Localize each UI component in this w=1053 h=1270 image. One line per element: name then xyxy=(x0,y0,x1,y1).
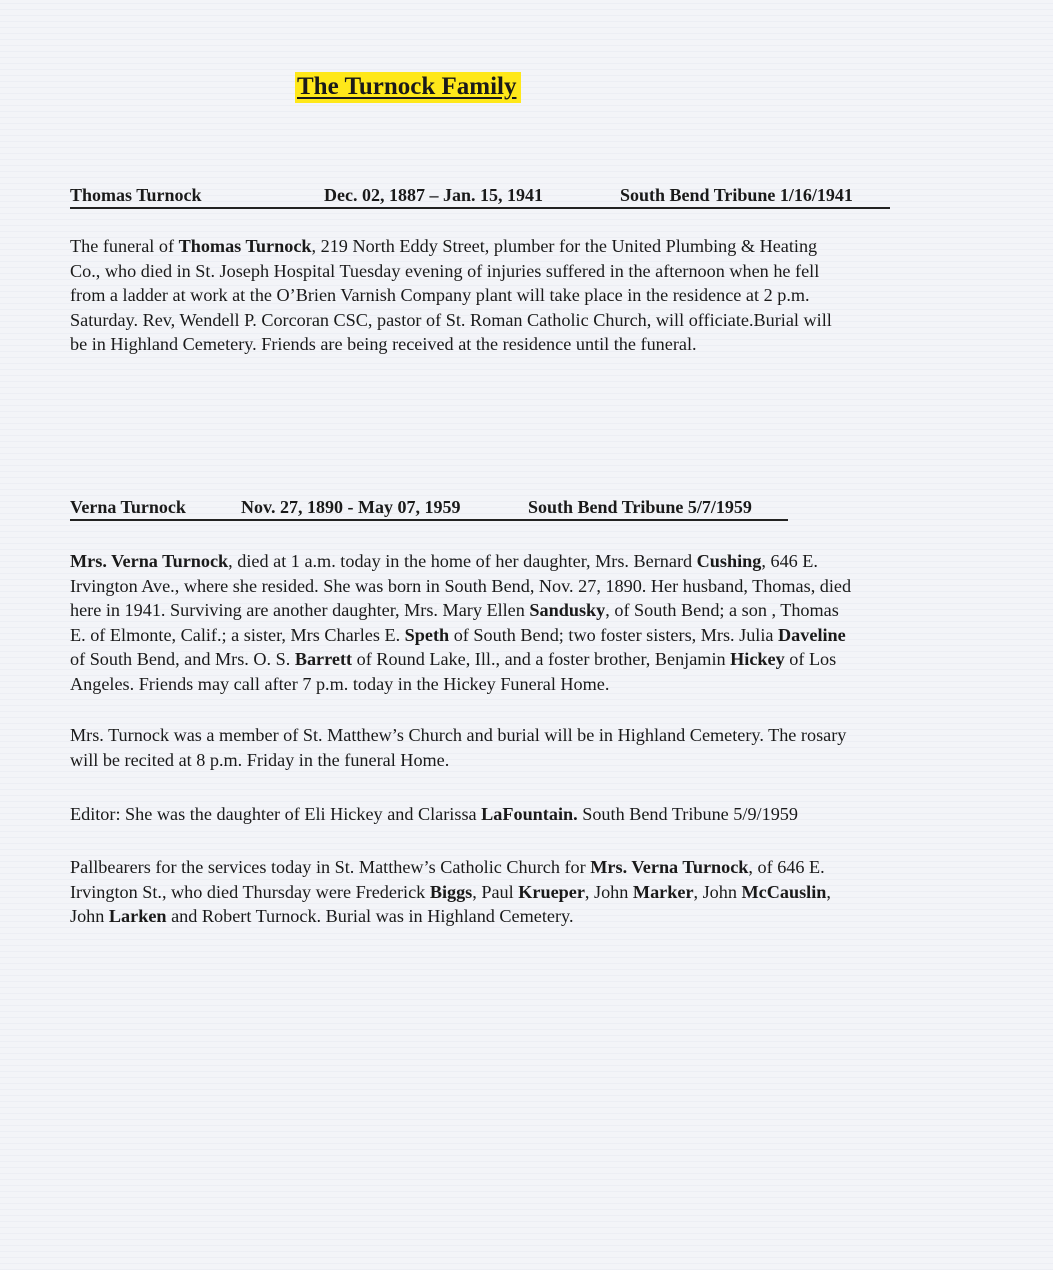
entry-header-verna xyxy=(70,496,788,521)
page-title: The Turnock Family xyxy=(295,72,521,103)
bold-name: Mrs. Verna Turnock xyxy=(70,551,229,571)
obituary-paragraph: The funeral of Thomas Turnock, 219 North Eddy Street, plumber for the United Plumbing & Heating Co., who died in St. Joseph Hospital Tuesday evening of injuries suffered in the afternoon when he fell from a ladder at work at the O’Brien Varnish Company plant will take place in the residence at 2 p.m. Saturday. Rev, Wendell P. Corcoran CSC, pastor of St. Roman Catholic Church, will officiate.Burial will be in Highland Cemetery. Friends are being received at the residence until the funeral. xyxy=(70,236,832,354)
bold-name: Mrs. Verna Turnock xyxy=(590,857,749,877)
bold-name: Cushing xyxy=(696,551,762,571)
bold-name: Daveline xyxy=(778,624,846,645)
entry-source: South Bend Tribune 1/16/1941 xyxy=(620,185,853,205)
bold-name: Sandusky xyxy=(529,600,606,620)
obituary-paragraph: Mrs. Verna Turnock, died at 1 a.m. today in the home of her daughter, Mrs. Bernard Cushing, 646 E. Irvington Ave., where she resided. She was born in South Bend, Nov. 27, 1890. Her husband, Thomas, died here in 1941. Surviving are another daughter, Mrs. Mary Ellen Sandusky, of South Bend; a son , Thomas E. of Elmonte, Calif.; a sister, Mrs Charles E. Speth of South Bend; two foster sisters, Mrs. Julia Daveline of South Bend, and Mrs. O. S. Barrett of Round Lake, Ill., and a foster brother, Benjamin Hickey of Los Angeles. Friends may call after 7 p.m. today in the Hickey Funeral Home. xyxy=(70,551,852,694)
entry-name: Thomas Turnock xyxy=(70,185,202,205)
bold-name: Barrett xyxy=(294,649,353,669)
entry-name: Verna Turnock xyxy=(70,497,186,517)
editor-note: Editor: She was the daughter of Eli Hickey and Clarissa LaFountain. South Bend Tribune 5/9/1959 xyxy=(70,804,798,824)
entry-header-thomas xyxy=(70,184,890,209)
entry-dates: Nov. 27, 1890 - May 07, 1959 xyxy=(241,497,461,517)
bold-name: McCauslin xyxy=(741,881,827,902)
bold-name: Hickey xyxy=(730,649,785,669)
entry-dates: Dec. 02, 1887 – Jan. 15, 1941 xyxy=(324,185,543,205)
bold-name: Biggs xyxy=(429,881,473,902)
bold-name: Thomas Turnock xyxy=(178,236,312,256)
pallbearers-paragraph: Pallbearers for the services today in St. Matthew’s Catholic Church for Mrs. Verna Turnock, of 646 E. Irvington St., who died Thursday were Frederick Biggs, Paul Krueper, John Marker, John McCauslin, John Larken and Robert Turnock. Burial was in Highland Cemetery. xyxy=(70,857,831,926)
bold-name: Speth xyxy=(404,624,450,645)
bold-name: LaFountain. xyxy=(481,804,578,824)
bold-name: Krueper xyxy=(518,881,585,902)
obituary-paragraph: Mrs. Turnock was a member of St. Matthew’s Church and burial will be in Highland Cemetery. The rosary will be recited at 8 p.m. Friday in the funeral Home. xyxy=(70,725,847,770)
bold-name: Marker xyxy=(632,881,694,902)
bold-name: Larken xyxy=(108,906,167,926)
entry-source: South Bend Tribune 5/7/1959 xyxy=(528,497,752,517)
